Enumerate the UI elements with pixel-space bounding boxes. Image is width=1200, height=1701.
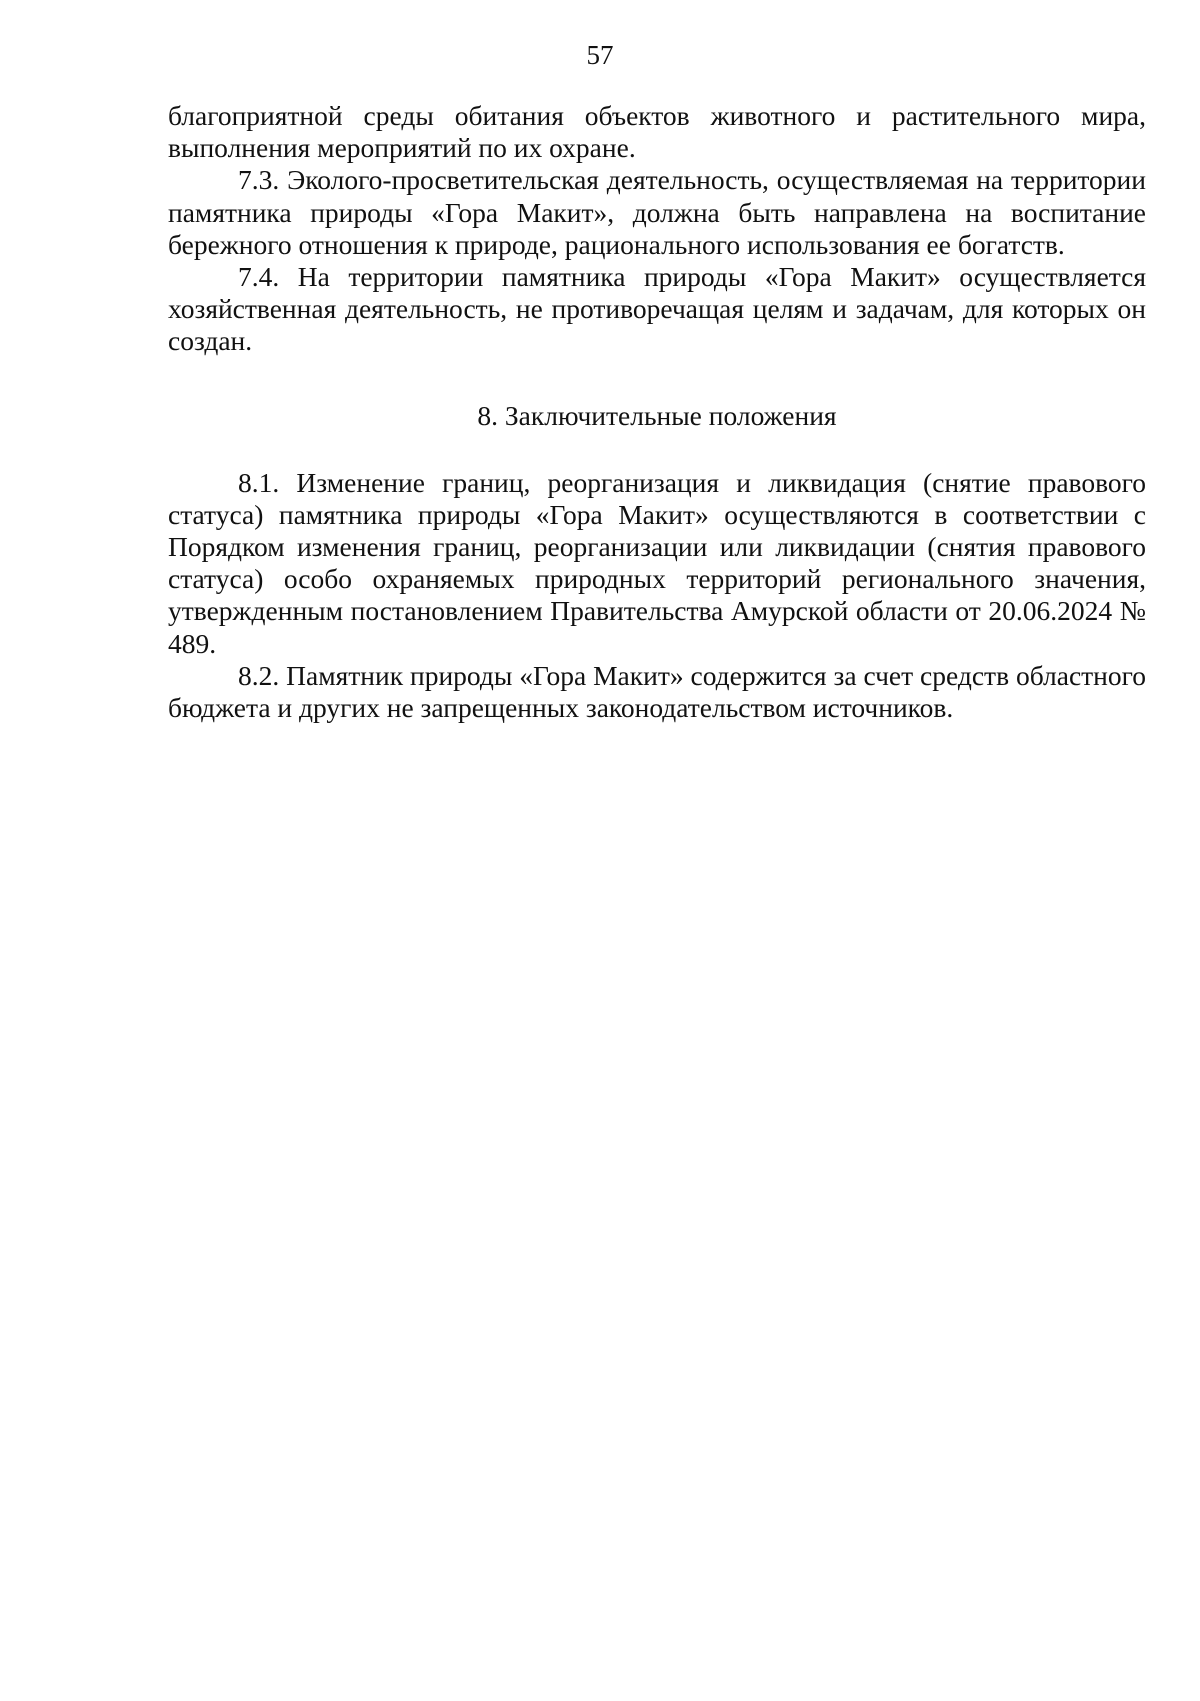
section-heading: 8. Заключительные положения	[477, 399, 837, 431]
paragraph-8-2: 8.2. Памятник природы «Гора Макит» содержится за счет средств областного бюджета и других не запрещенных законодательством источников.	[168, 659, 1146, 724]
paragraph-continuation: благоприятной среды обитания объектов животного и растительного мира, выполнения мероприятий по их охране.	[168, 100, 1146, 164]
page-number: 57	[586, 40, 614, 70]
paragraph-8-1: 8.1. Изменение границ, реорганизация и ликвидация (снятие правового статуса) памятника природы «Гора Макит» осуществляются в соответствии с Порядком изменения границ, реорганизации или ликвидации (снятия правового статуса) особо охраняемых природных территорий регионального значения, утвержденным постановлением Правительства Амурской области от 20.06.2024 № 489.	[168, 466, 1146, 659]
paragraph-7-3: 7.3. Эколого-просветительская деятельность, осуществляемая на территории памятника природы «Гора Макит», должна быть направлена на воспитание бережного отношения к природе, рационального использования ее богатств.	[168, 164, 1146, 260]
document-body	[168, 100, 1146, 724]
paragraph-7-4: 7.4. На территории памятника природы «Гора Макит» осуществляется хозяйственная деятельность, не противоречащая целям и задачам, для которых он создан.	[168, 261, 1146, 357]
